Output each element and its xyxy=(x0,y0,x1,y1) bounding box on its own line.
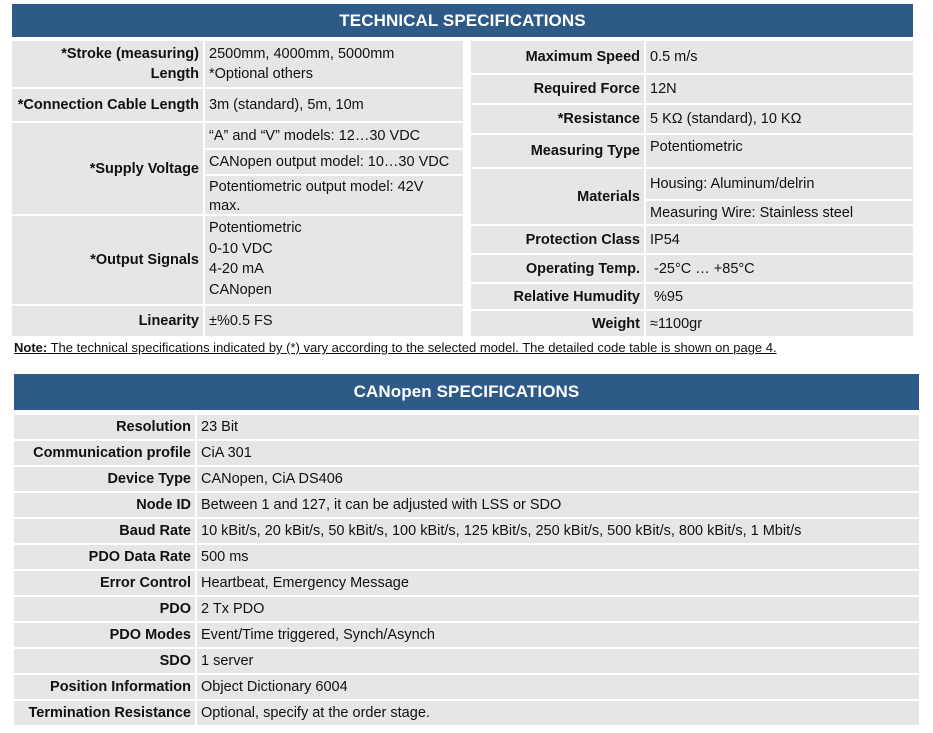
spec-value-resistance: 5 KΩ (standard), 10 KΩ xyxy=(646,105,913,133)
spec-label-output-signals: *Output Signals xyxy=(12,216,203,304)
spec-value-cable-length: 3m (standard), 5m, 10m xyxy=(205,89,463,121)
canopen-value-communication-profile: CiA 301 xyxy=(197,441,919,465)
table-row xyxy=(14,493,919,517)
spec-value-relative-humidity: %95 xyxy=(646,284,913,309)
canopen-label-resolution: Resolution xyxy=(14,415,195,439)
spec-label-weight: Weight xyxy=(471,311,644,336)
spec-value-supply-voltage-canopen: CANopen output model: 10…30 VDC xyxy=(205,150,463,174)
table-row xyxy=(14,415,919,439)
spec-value-output-signals: Potentiometric 0-10 VDC 4-20 mA CANopen xyxy=(205,216,463,304)
table-row xyxy=(14,675,919,699)
spec-label-protection-class: Protection Class xyxy=(471,226,644,253)
canopen-value-pdo-modes: Event/Time triggered, Synch/Asynch xyxy=(197,623,919,647)
table-row xyxy=(14,597,919,621)
canopen-value-resolution: 23 Bit xyxy=(197,415,919,439)
spec-label-materials: Materials xyxy=(471,169,644,224)
canopen-label-node-id: Node ID xyxy=(14,493,195,517)
canopen-label-position-information: Position Information xyxy=(14,675,195,699)
canopen-label-sdo: SDO xyxy=(14,649,195,673)
canopen-value-error-control: Heartbeat, Emergency Message xyxy=(197,571,919,595)
spec-value-stroke: 2500mm, 4000mm, 5000mm *Optional others xyxy=(205,41,463,87)
spec-value-operating-temp: -25°C … +85°C xyxy=(646,255,913,282)
canopen-value-position-information: Object Dictionary 6004 xyxy=(197,675,919,699)
spec-value-required-force: 12N xyxy=(646,75,913,103)
spec-label-measuring-type: Measuring Type xyxy=(471,135,644,167)
canopen-value-baud-rate: 10 kBit/s, 20 kBit/s, 50 kBit/s, 100 kBit/s, 125 kBit/s, 250 kBit/s, 500 kBit/s, 800 kBit/s, 1 Mbit/s xyxy=(197,519,919,543)
spec-value-weight: ≈1100gr xyxy=(646,311,913,336)
table-row xyxy=(14,571,919,595)
canopen-label-pdo-modes: PDO Modes xyxy=(14,623,195,647)
spec-value-linearity: ±%0.5 FS xyxy=(205,306,463,336)
table-row xyxy=(14,441,919,465)
spec-label-required-force: Required Force xyxy=(471,75,644,103)
spec-value-max-speed: 0.5 m/s xyxy=(646,41,913,73)
spec-label-resistance: *Resistance xyxy=(471,105,644,133)
spec-label-supply-voltage: *Supply Voltage xyxy=(12,123,203,214)
technical-specs-title: TECHNICAL SPECIFICATIONS xyxy=(12,4,913,37)
table-row xyxy=(14,701,919,725)
spec-label-linearity: Linearity xyxy=(12,306,203,336)
spec-note xyxy=(14,340,777,355)
canopen-label-communication-profile: Communication profile xyxy=(14,441,195,465)
spec-value-protection-class: IP54 xyxy=(646,226,913,253)
table-row xyxy=(14,467,919,491)
table-row xyxy=(14,649,919,673)
canopen-value-termination-resistance: Optional, specify at the order stage. xyxy=(197,701,919,725)
canopen-label-baud-rate: Baud Rate xyxy=(14,519,195,543)
spec-label-cable-length: *Connection Cable Length xyxy=(12,89,203,121)
spec-label-operating-temp: Operating Temp. xyxy=(471,255,644,282)
canopen-value-device-type: CANopen, CiA DS406 xyxy=(197,467,919,491)
canopen-value-sdo: 1 server xyxy=(197,649,919,673)
canopen-label-device-type: Device Type xyxy=(14,467,195,491)
canopen-label-error-control: Error Control xyxy=(14,571,195,595)
table-row xyxy=(14,519,919,543)
note-prefix: Note: xyxy=(14,340,48,355)
spec-value-materials-housing: Housing: Aluminum/delrin xyxy=(646,169,913,199)
table-row xyxy=(14,623,919,647)
canopen-label-termination-resistance: Termination Resistance xyxy=(14,701,195,725)
spec-label-relative-humidity: Relative Humudity xyxy=(471,284,644,309)
canopen-label-pdo: PDO xyxy=(14,597,195,621)
spec-value-materials-wire: Measuring Wire: Stainless steel xyxy=(646,201,913,224)
spec-value-measuring-type: Potentiometric xyxy=(646,135,913,167)
canopen-value-node-id: Between 1 and 127, it can be adjusted with LSS or SDO xyxy=(197,493,919,517)
spec-label-max-speed: Maximum Speed xyxy=(471,41,644,73)
spec-value-supply-voltage-potentiometric: Potentiometric output model: 42V max. xyxy=(205,176,463,214)
note-text: The technical specifications indicated by (*) vary according to the selected model. The detailed code table is shown on page 4. xyxy=(47,340,777,355)
canopen-value-pdo-data-rate: 500 ms xyxy=(197,545,919,569)
spec-value-supply-voltage-av: “A” and “V” models: 12…30 VDC xyxy=(205,123,463,148)
canopen-specs-title: CANopen SPECIFICATIONS xyxy=(14,374,919,410)
canopen-value-pdo: 2 Tx PDO xyxy=(197,597,919,621)
canopen-label-pdo-data-rate: PDO Data Rate xyxy=(14,545,195,569)
table-row xyxy=(14,545,919,569)
spec-label-stroke: *Stroke (measuring) Length xyxy=(12,41,203,87)
